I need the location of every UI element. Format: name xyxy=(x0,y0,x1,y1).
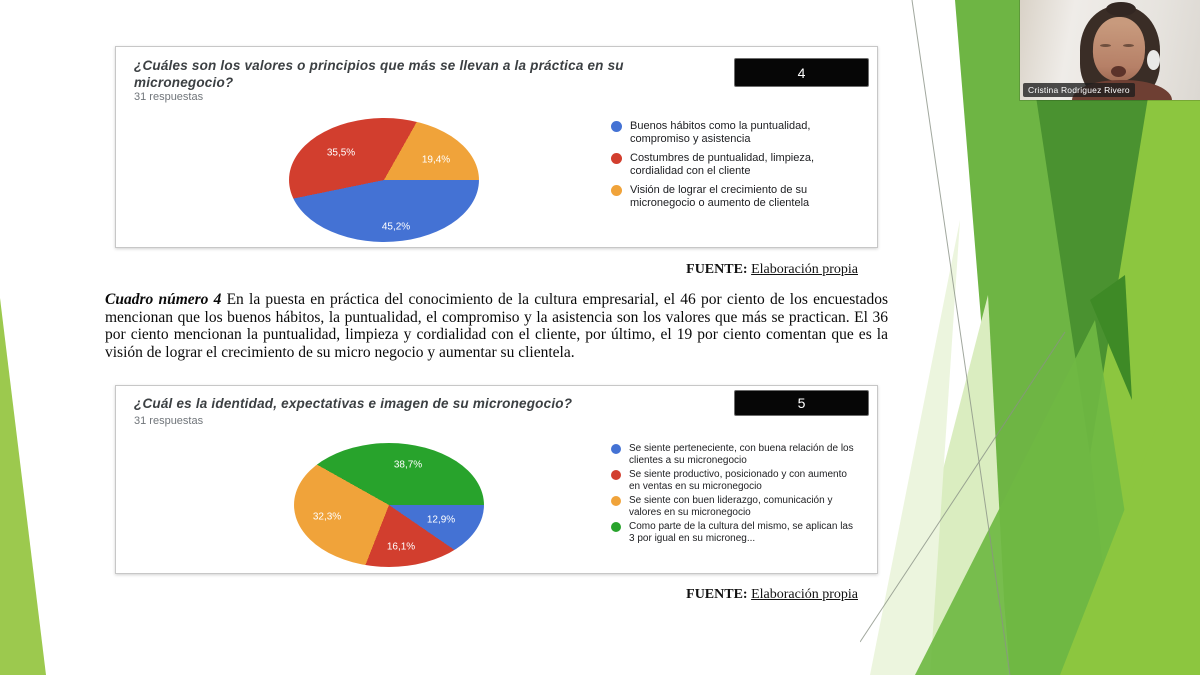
legend-item xyxy=(611,120,851,146)
legend-dot-red-icon xyxy=(611,470,621,480)
chart-1-responses-count: 31 respuestas xyxy=(134,91,204,103)
legend-dot-blue-icon xyxy=(611,121,622,132)
legend-dot-green-icon xyxy=(611,522,621,532)
legend-item xyxy=(611,469,854,492)
pie-chart-1 xyxy=(289,118,479,242)
legend-chart-2 xyxy=(611,443,854,544)
legend-item xyxy=(611,443,854,466)
source-note-value: Elaboración propia xyxy=(751,587,858,602)
pie-2-slice-label-green: 38,7% xyxy=(393,459,423,471)
webcam-tile[interactable] xyxy=(1020,0,1200,100)
pie-1-slice-label-orange: 19,4% xyxy=(421,154,451,166)
decorative-shape-left xyxy=(0,298,46,675)
legend-label: Visión de lograr el crecimiento de su micronegocio o aumento de clientela xyxy=(630,184,810,209)
person-eye-left xyxy=(1100,44,1111,47)
source-note-1 xyxy=(480,262,858,278)
person-eye-right xyxy=(1123,44,1134,47)
legend-item xyxy=(611,495,854,518)
pie-2-slice-label-blue: 12,9% xyxy=(426,514,456,526)
paragraph-body: En la puesta en práctica del conocimiento de la cultura empresarial, el 46 por ciento de los encuestados mencionan que los buenos hábitos, la puntualidad, el compromiso y la asistencia son los valores que más se practican. El 36 por ciento mencionan la puntualidad, limpieza y cordialidad con el cliente, por último, el 19 por ciento comentan que es la visión de lograr el crecimiento de su micro negocio y aumentar su clientela. xyxy=(105,291,888,361)
pie-chart-2 xyxy=(294,443,484,567)
legend-item xyxy=(611,184,851,210)
legend-item xyxy=(611,152,851,178)
panel-number-badge-4: 4 xyxy=(734,58,869,87)
pie-1-slice-label-blue: 45,2% xyxy=(381,221,411,233)
pie-2-slice-label-orange: 32,3% xyxy=(312,511,342,523)
legend-label: Buenos hábitos como la puntualidad, compromiso y asistencia xyxy=(630,120,811,145)
legend-dot-orange-icon xyxy=(611,496,621,506)
legend-dot-blue-icon xyxy=(611,444,621,454)
legend-dot-orange-icon xyxy=(611,185,622,196)
chart-card-2 xyxy=(115,385,878,574)
source-note-label: FUENTE: xyxy=(686,262,748,277)
panel-number-badge-5: 5 xyxy=(734,390,869,416)
legend-label: Como parte de la cultura del mismo, se aplican las 3 por igual en su microneg... xyxy=(629,521,853,544)
person-mouth xyxy=(1111,66,1126,77)
legend-chart-1 xyxy=(611,120,851,210)
source-note-label: FUENTE: xyxy=(686,587,748,602)
decorative-shapes-right xyxy=(860,0,1200,675)
pie-1-slice-label-red: 35,5% xyxy=(326,147,356,159)
legend-label: Costumbres de puntualidad, limpieza, cordialidad con el cliente xyxy=(630,152,815,177)
analysis-paragraph xyxy=(105,291,888,361)
legend-label: Se siente con buen liderazgo, comunicación y valores en su micronegocio xyxy=(629,495,833,518)
legend-dot-red-icon xyxy=(611,153,622,164)
legend-label: Se siente productivo, posicionado y con aumento en ventas en su micronegocio xyxy=(629,469,847,492)
earbud-icon xyxy=(1147,50,1160,70)
chart-2-title: ¿Cuál es la identidad, expectativas e imagen de su micronegocio? xyxy=(134,396,573,411)
paragraph-lead: Cuadro número 4 xyxy=(105,291,222,308)
source-note-2 xyxy=(480,587,858,603)
person-hair-bun xyxy=(1106,2,1136,16)
legend-item xyxy=(611,521,854,544)
chart-card-1 xyxy=(115,46,878,248)
legend-label: Se siente perteneciente, con buena relación de los clientes a su micronegocio xyxy=(629,443,854,466)
source-note-value: Elaboración propia xyxy=(751,262,858,277)
participant-name-label: Cristina Rodriguez Rivero xyxy=(1023,83,1135,97)
chart-2-responses-count: 31 respuestas xyxy=(134,415,204,427)
chart-1-title: ¿Cuáles son los valores o principios que más se llevan a la práctica en su micronegocio? xyxy=(134,58,624,90)
pie-2-slice-label-red: 16,1% xyxy=(386,541,416,553)
